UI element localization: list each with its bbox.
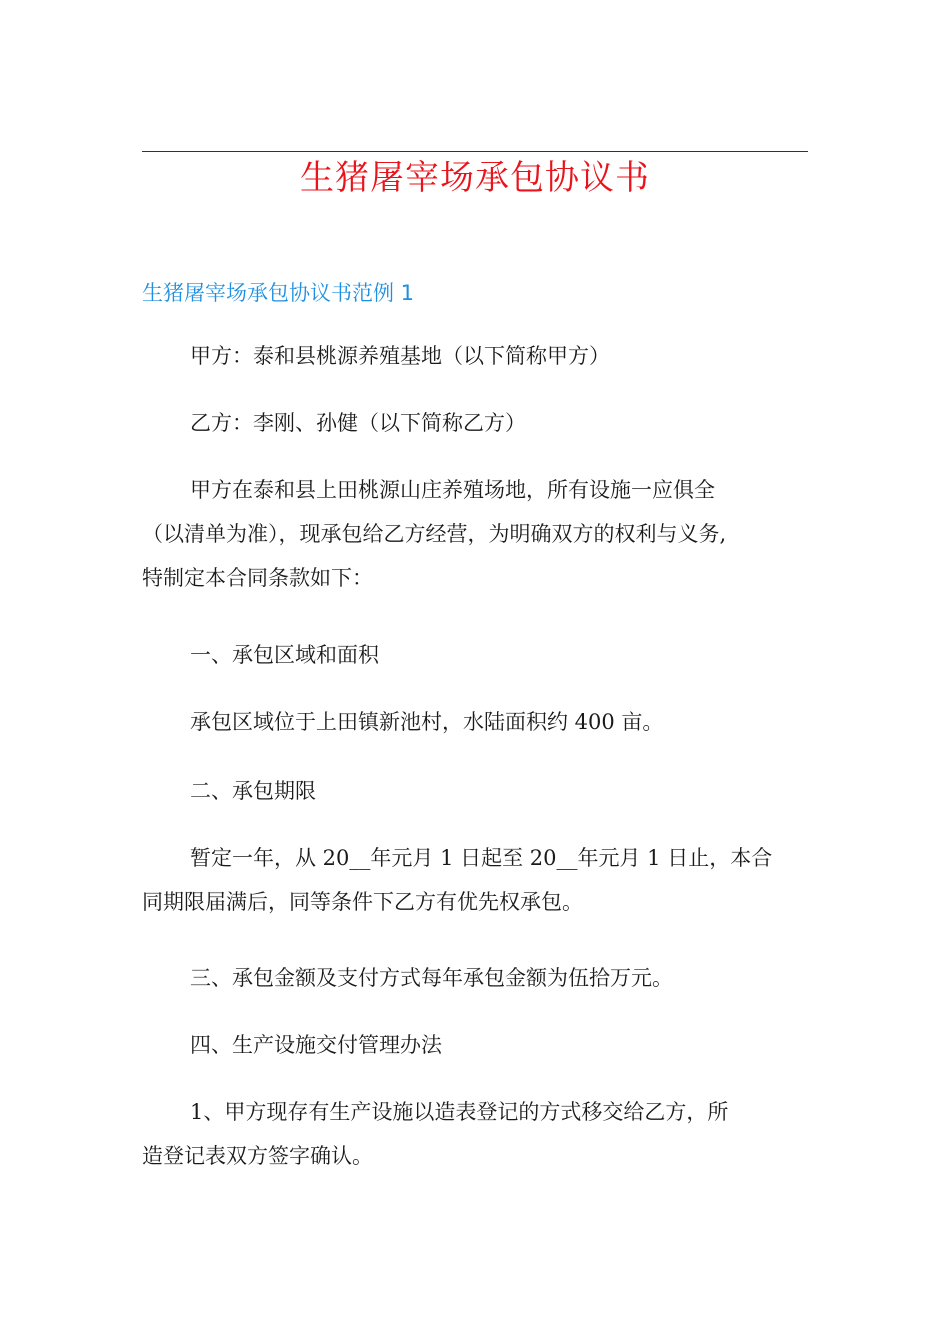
party-a-paragraph: 甲方：泰和县桃源养殖基地（以下简称甲方） [190,344,610,368]
clause-body-term: 暂定一年，从 20__年元月 1 日起至 20__年元月 1 日止，本合 同期限届满后，同等条件下乙方有优先权承包。 [142,846,773,914]
section-heading: 生猪屠宰场承包协议书范例 1 [142,281,415,305]
party-b-paragraph: 乙方：李刚、孙健（以下简称乙方） [190,411,526,435]
clause-body-facilities: 1、甲方现存有生产设施以造表登记的方式移交给乙方，所 造登记表双方签字确认。 [142,1100,729,1168]
document-title: 生猪屠宰场承包协议书 [300,158,650,198]
clause-heading-4: 四、生产设施交付管理办法 [190,1033,442,1057]
preamble-paragraph: 甲方在泰和县上田桃源山庄养殖场地，所有设施一应俱全 （以清单为准），现承包给乙方经营，为明确双方的权利与义务, 特制定本合同条款如下： [142,478,727,590]
clause-body-area: 承包区域位于上田镇新池村，水陆面积约 400 亩。 [190,710,664,734]
header-rule [142,151,808,152]
clause-heading-1: 一、承包区域和面积 [190,643,379,667]
clause-heading-2: 二、承包期限 [190,779,316,803]
clause-heading-3: 三、承包金额及支付方式每年承包金额为伍拾万元。 [190,966,673,990]
